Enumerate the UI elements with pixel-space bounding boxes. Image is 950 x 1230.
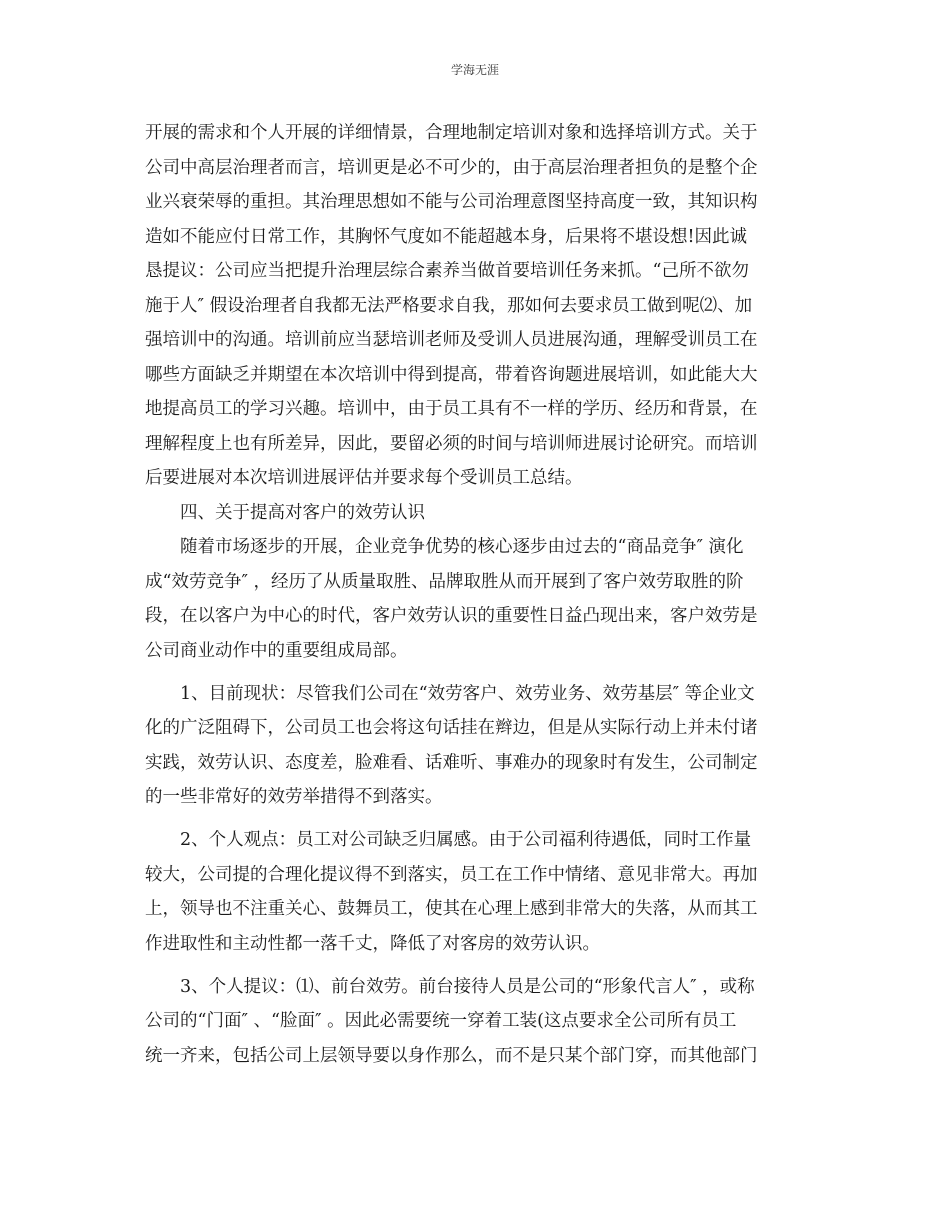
text-line: 段，在以客户为中心的时代，客户效劳认识的重要性日益凸现出来，客户效劳是 — [145, 606, 758, 626]
text-line: 哪些方面缺乏并期望在本次培训中得到提高，带着咨询题进展培训，如此能大大 — [145, 364, 758, 385]
text-line: 恳提议：公司应当把提升治理层综合素养当做首要培训任务来抓。“己所不欲勿 — [145, 261, 749, 281]
header-text: 学海无涯 — [450, 63, 499, 77]
text-line: 四、关于提高对客户的效劳认识 — [180, 502, 425, 523]
text-line: 公司中高层治理者而言，培训更是必不可少的，由于高层治理者担负的是整个企 — [145, 157, 758, 178]
text-line: 地提高员工的学习兴趣。培训中，由于员工具有不一样的学历、经历和背景，在 — [145, 399, 758, 419]
text-line: 随着市场逐步的开展，企业竞争优势的核心逐步由过去的“商品竞争″ 演化 — [180, 537, 744, 557]
text-line: 造如不能应付日常工作，其胸怀气度如不能超越本身，后果将不堪设想!因此诚 — [145, 226, 748, 247]
text-line: 施于人″ 假设治理者自我都无法严格要求自我，那如何去要求员工做到呢⑵、加 — [145, 295, 753, 316]
text-line: 实践，效劳认识、态度差，脸难看、话难听、事难办的现象时有发生，公司制定 — [145, 752, 758, 773]
text-line: 上，领导也不注重关心、鼓舞员工，使其在心理上感到非常大的失落，从而其工 — [145, 899, 758, 919]
text-line: 3、个人提议：⑴、前台效劳。前台接待人员是公司的“形象代言人″ ，或称 — [180, 976, 755, 997]
text-line: 化的广泛阻碍下，公司员工也会将这句话挂在辫边，但是从实际行动上并未付诸 — [145, 718, 758, 738]
text-line: 后要进展对本次培训进展评估并要求每个受训员工总结。 — [145, 468, 583, 488]
text-line: 作进取性和主动性都一落千丈，降低了对客房的效劳认识。 — [145, 933, 600, 954]
text-line: 较大，公司提的合理化提议得不到落实，员工在工作中情绪、意见非常大。再加 — [145, 864, 758, 885]
text-line: 2、个人观点：员工对公司缺乏归属感。由于公司福利待遇低，同时工作量 — [180, 830, 752, 850]
text-line: 公司的“门面″ 、“脸面″ 。因此必需要统一穿着工装(这点要求全公司所有员工 — [145, 1011, 737, 1031]
text-line: 公司商业动作中的重要组成局部。 — [145, 640, 408, 661]
text-line: 成“效劳竞争″ ，经历了从质量取胜、品牌取胜从而开展到了客户效劳取胜的阶 — [145, 571, 744, 592]
text-line: 统一齐来，包括公司上层领导要以身作那么，而不是只某个部门穿，而其他部门 — [145, 1045, 758, 1066]
text-line: 的一些非常好的效劳举措得不到落实。 — [145, 787, 443, 807]
text-line: 业兴衰荣辱的重担。其治理思想如不能与公司治理意图坚持高度一致，其知识构 — [145, 192, 758, 212]
text-line: 强培训中的沟通。培训前应当瑟培训老师及受训人员进展沟通，理解受训员工在 — [145, 330, 758, 350]
text-line: 理解程度上也有所差异，因此，要留必须的时间与培训师进展讨论研究。而培训 — [145, 433, 758, 454]
text-line: 1、目前现状：尽管我们公司在“效劳客户、效劳业务、效劳基层″ 等企业文 — [180, 683, 755, 704]
page-header — [0, 62, 950, 78]
text-line: 开展的需求和个人开展的详细情景，合理地制定培训对象和选择培训方式。关于 — [145, 123, 758, 143]
document-body — [145, 116, 809, 1073]
